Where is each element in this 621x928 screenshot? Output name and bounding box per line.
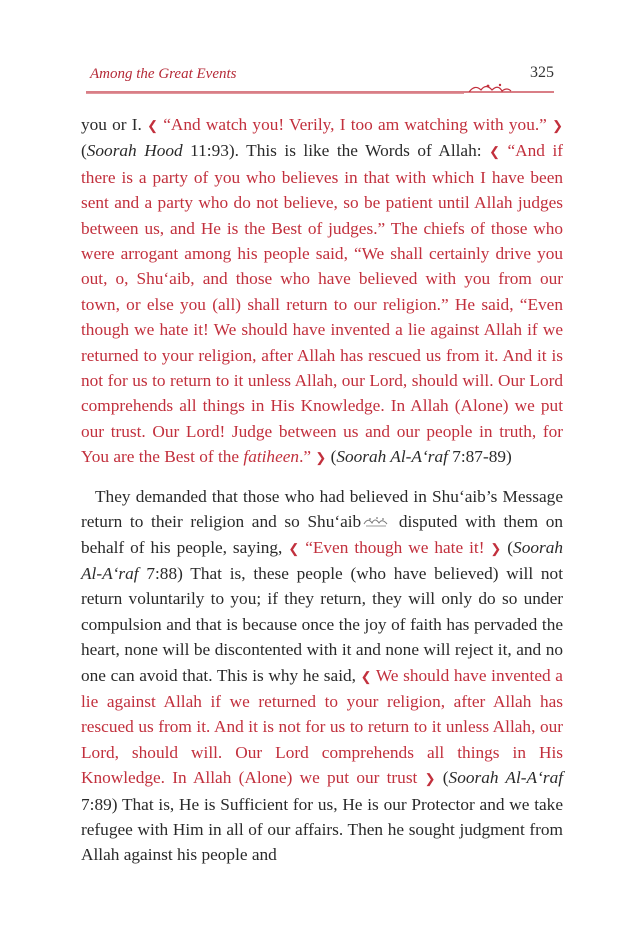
text-segment: ( (501, 537, 514, 557)
page-body (81, 112, 563, 868)
page-number: 325 (530, 64, 554, 81)
quote-open-bracket-icon: ❮ (489, 144, 500, 160)
running-title: Among the Great Events (90, 66, 237, 82)
quran-quote: “And if there is a party of you who believes in that with which I have been sent and a party who do not believe, so be patient until Allah judges between us, and He is the Best of judges.” The chiefs of those who were arrogant among his people said, “We shall certainly drive you out, o, Shu‘aib, and those who have believed with you from our town, or else you (all) shall return to our religion.” He said, “Even though we hate it! We should have invented a lie against Allah if we returned to your religion, after Allah has rescued us from it. And it is not for us to return to it unless Allah, our Lord, should will. Our Lord comprehends all things in His Knowledge. In Allah (Alone) we put our trust. Our Lord! Judge between us and our people in truth, for You are the Best of the (81, 141, 564, 467)
page-header (84, 62, 554, 98)
quote-close-bracket-icon: ❯ (315, 450, 327, 466)
reference-verse: 7:87-89) (447, 447, 512, 467)
reference-book: Soorah Al-A‘raf (336, 447, 448, 467)
quran-quote-italic: fatiheen (243, 447, 300, 467)
quote-open-bracket-icon: ❮ (147, 118, 159, 133)
header-ornament-icon (84, 80, 554, 98)
text-segment: disputed with them on behalf of his people, saying, (81, 512, 563, 557)
text-segment: They demanded that those who had believed in Shu‘aib’s Message return to their religion and so Shu‘aib (81, 486, 563, 532)
quote-open-bracket-icon: ❮ (360, 668, 372, 684)
quran-quote: .” (299, 447, 312, 467)
quran-quote: We should have invented a lie against Allah if we returned to your religion, after Allah has rescued us from it. And it is not for us to return to it unless Allah, our Lord, should will. Our Lord comprehends all things in His Knowledge. In Allah (Alone) we put our trust (81, 665, 563, 788)
reference-verse: 7:89) That is, He is Sufficient for us, He is our Protector and we take refugee with Him in all of our affairs. Then he sought judgment from Allah against his people and (81, 794, 563, 865)
quote-open-bracket-icon: ❮ (288, 540, 300, 556)
quran-quote: “Even though we hate it! (305, 537, 485, 557)
reference-book: Soorah Al-A‘raf (448, 768, 564, 788)
quote-close-bracket-icon: ❯ (552, 118, 563, 133)
quote-close-bracket-icon: ❯ (490, 540, 502, 556)
text-segment: ( (81, 141, 87, 161)
paragraph-2 (81, 484, 563, 868)
quote-close-bracket-icon: ❯ (424, 771, 436, 787)
text-segment: ( (435, 768, 449, 788)
reference-verse: 7:88) That is, these people (who have believed) will not return voluntarily to you; if they return, they will only do so under compulsion and that is because once the joy of faith has pervaded the heart, none will be discontented with it and none will reject it, and no one can avoid that. This is why he said, (81, 563, 563, 685)
text-segment: you or I. (81, 115, 148, 134)
quran-quote: “And watch you! Verily, I too am watching with you.” (163, 115, 547, 134)
honorific-icon (363, 515, 389, 528)
reference-book: Soorah Al-A‘raf (81, 537, 563, 583)
reference-book: Soorah Hood (86, 141, 183, 161)
text-segment: ( (326, 447, 337, 467)
paragraph-1 (81, 112, 563, 471)
reference-verse: 11:93). This is like the Words of Allah: (182, 141, 490, 161)
